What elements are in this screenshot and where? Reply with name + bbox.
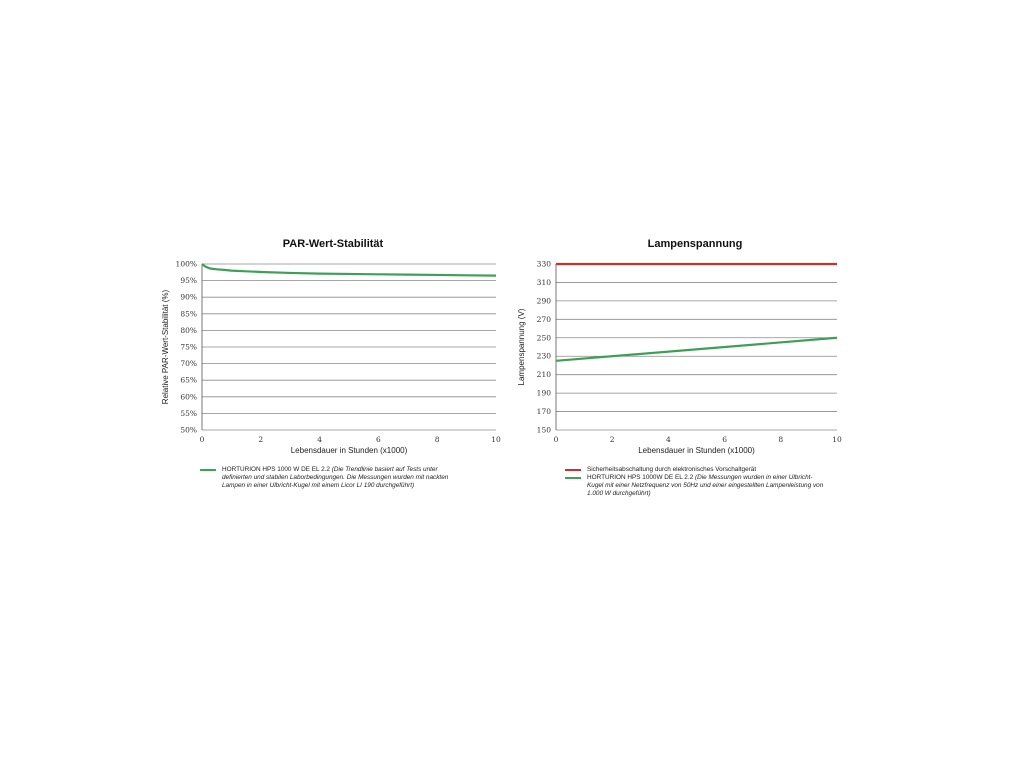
x-axis-label: Lebensdauer in Stunden (x1000) [638, 446, 755, 455]
x-tick-label: 8 [778, 435, 784, 444]
legend-series-name: Sicherheitsabschaltung durch elektronisches Vorschaltgerät [587, 466, 757, 473]
y-tick-label: 95% [180, 276, 197, 286]
chart-title: PAR-Wert-Stabilität [282, 238, 384, 250]
y-tick-label: 210 [536, 370, 551, 380]
x-tick-label: 6 [376, 435, 381, 444]
x-axis-label: Lebensdauer in Stunden (x1000) [290, 446, 408, 455]
x-tick-label: 4 [666, 435, 671, 444]
y-tick-label: 290 [536, 296, 551, 306]
series-line [202, 264, 496, 276]
y-tick-label: 230 [536, 351, 551, 361]
legend-item [565, 474, 825, 498]
x-tick-label: 10 [491, 435, 501, 444]
y-tick-label: 60% [180, 392, 197, 402]
y-tick-label: 250 [536, 333, 551, 343]
legend-series-name: HORTURION HPS 1000W DE EL 2.2 [587, 474, 694, 481]
legend-swatch-red [565, 469, 581, 471]
x-tick-label: 2 [609, 435, 615, 444]
y-tick-label: 80% [180, 325, 197, 335]
legend-item [565, 466, 825, 474]
x-tick-label: 4 [317, 435, 322, 444]
series-line [556, 338, 837, 361]
y-tick-label: 55% [180, 408, 197, 418]
y-axis-label: Relative PAR-Wert-Stabilität (%) [161, 289, 170, 405]
y-tick-label: 65% [180, 375, 197, 385]
x-tick-label: 2 [258, 435, 264, 444]
y-tick-label: 150 [536, 425, 551, 435]
legend-series-note: (Die Messungen wurden in einer Ulbricht-Kugel mit einer Netzfrequenz von 50Hz und einer eingestellten Lampenleistung von 1.000 W durchgeführt) [587, 474, 824, 497]
chart-title: Lampenspannung [647, 238, 743, 250]
par-stability-chart [148, 230, 518, 520]
y-tick-label: 50% [180, 425, 197, 435]
y-tick-label: 90% [180, 292, 197, 302]
legend-swatch-green [565, 477, 581, 479]
y-tick-label: 270 [536, 314, 551, 324]
lamp-voltage-plot [510, 230, 880, 460]
y-axis-label: Lampenspannung (V) [517, 308, 526, 386]
legend-item [200, 466, 460, 490]
voltage-legend [565, 466, 825, 498]
par-stability-plot [148, 230, 518, 460]
legend-series-note: (Die Trendlinie basiert auf Tests unter definierten und stabilen Laborbedingungen. Die Messungen wurden mit nackten Lampen in einer Ulbricht-Kugel mit einem Licor LI 190 durchgeführt) [222, 466, 449, 489]
y-tick-label: 75% [180, 342, 197, 352]
x-tick-label: 6 [722, 435, 727, 444]
y-tick-label: 170 [536, 407, 551, 417]
x-tick-label: 0 [199, 435, 205, 444]
y-tick-label: 330 [536, 259, 551, 269]
par-legend [200, 466, 460, 490]
legend-series-name: HORTURION HPS 1000 W DE EL 2.2 [222, 466, 330, 473]
x-tick-label: 8 [434, 435, 440, 444]
y-tick-label: 70% [180, 359, 197, 369]
y-tick-label: 85% [180, 309, 197, 319]
lamp-voltage-chart [510, 230, 880, 520]
y-tick-label: 310 [536, 277, 551, 287]
x-tick-label: 0 [553, 435, 559, 444]
y-tick-label: 190 [536, 388, 551, 398]
y-tick-label: 100% [175, 259, 197, 269]
legend-swatch-green [200, 469, 216, 471]
x-tick-label: 10 [832, 435, 842, 444]
